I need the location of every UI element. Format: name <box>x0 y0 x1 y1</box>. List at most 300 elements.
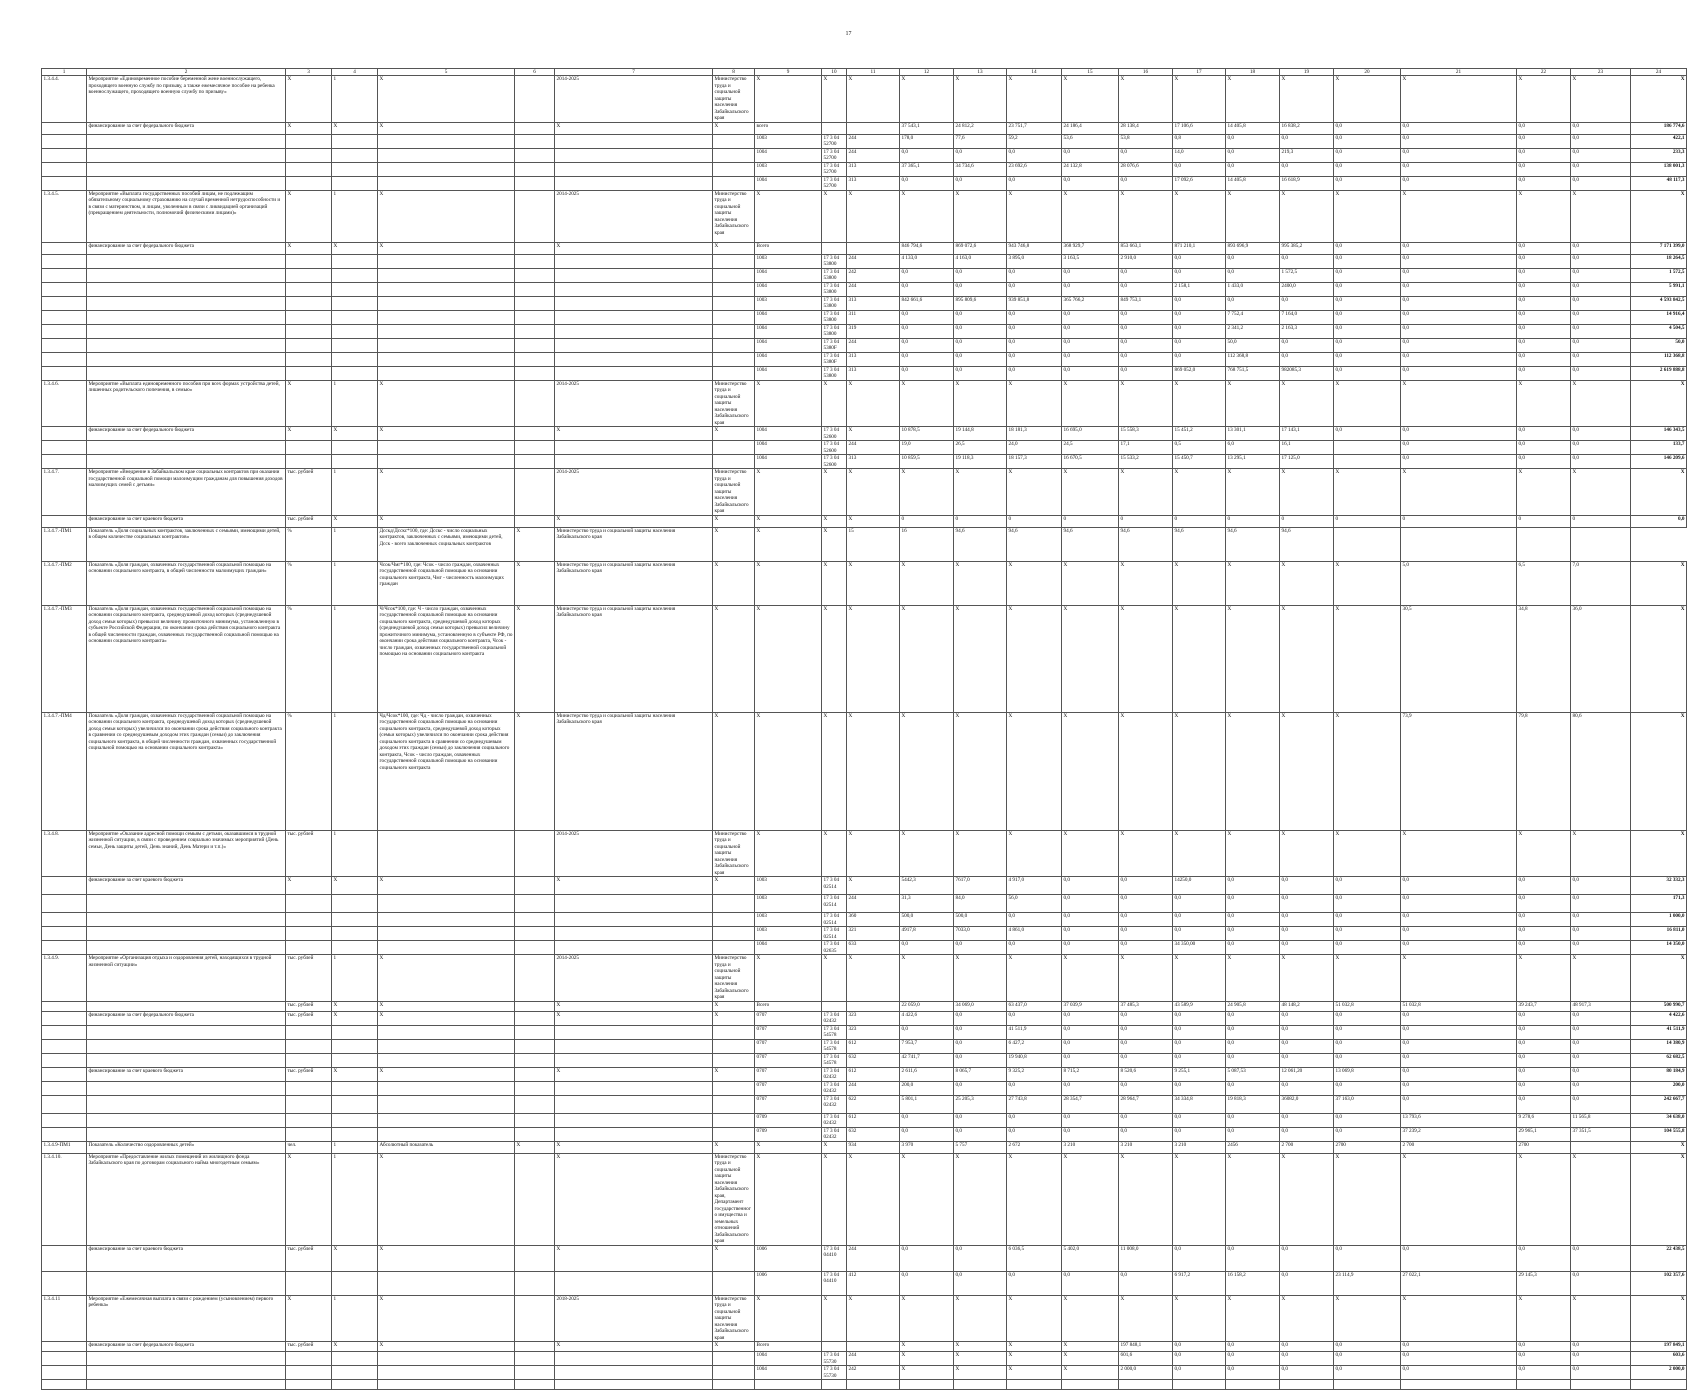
table-cell <box>286 1380 332 1390</box>
table-cell: 0,0 <box>1571 352 1631 366</box>
table-cell: 41 511,9 <box>1007 1025 1062 1039</box>
table-cell: X <box>1119 561 1173 605</box>
table-cell: 849 753,1 <box>1119 296 1173 310</box>
table-cell: X <box>1007 830 1062 877</box>
table-cell: 0,0 <box>1280 338 1334 352</box>
table-cell <box>555 1127 713 1141</box>
table-cell: X <box>713 427 755 441</box>
table-cell: 1.3.4.7. <box>42 469 87 516</box>
table-cell: 0,0 <box>1401 254 1517 268</box>
table-cell <box>87 296 286 310</box>
table-cell <box>286 268 332 282</box>
table-cell: 1004 <box>755 338 822 352</box>
table-cell: 7 752,4 <box>1226 310 1280 324</box>
table-cell: Мероприятие «Внедрение в Забайкальском крае социальных контрактов при оказании государственной социальной помощи малоимущим гражданам для повышения доходов малоимущих семей с детьми» <box>87 469 286 516</box>
table-cell: 0,0 <box>900 1025 954 1039</box>
table-cell <box>87 1095 286 1113</box>
row-total-cell: 112 368,8 <box>1631 352 1687 366</box>
row-total-cell: 18 264,5 <box>1631 254 1687 268</box>
table-cell: X <box>378 190 515 242</box>
table-cell: 313 <box>847 162 900 176</box>
table-cell: 1.3.4.6. <box>42 380 87 427</box>
table-cell: X <box>1571 1295 1631 1342</box>
table-cell <box>378 162 515 176</box>
table-cell <box>1173 1380 1226 1390</box>
table-cell <box>42 148 87 162</box>
table-cell: 0,0 <box>1007 913 1062 927</box>
table-cell: X <box>1280 561 1334 605</box>
table-cell: 0,0 <box>1571 242 1631 254</box>
table-cell <box>378 913 515 927</box>
table-cell: 0,0 <box>1517 455 1571 469</box>
table-cell: 0,0 <box>1401 441 1517 455</box>
table-cell <box>1571 527 1631 561</box>
table-cell: X <box>378 877 515 895</box>
table-cell: 2 700 <box>1280 1141 1334 1153</box>
table-cell: 2014-2025 <box>555 830 713 877</box>
table-cell: X <box>847 1153 900 1245</box>
table-cell: 0,0 <box>900 1245 954 1271</box>
table-cell <box>332 455 378 469</box>
table-cell: Дсскд/Дсскс*100, где: Дсскс - число социальных контрактов, заключенных с семьями, имеющими детей, Дсск - всего заключенных социальных контрактов <box>378 527 515 561</box>
table-cell <box>332 1053 378 1067</box>
table-cell <box>378 268 515 282</box>
table-cell: X <box>1173 605 1226 712</box>
table-cell <box>378 1081 515 1095</box>
table-cell: 6 036,5 <box>1007 1245 1062 1271</box>
table-cell: X <box>713 515 755 527</box>
table-cell: 7033,0 <box>954 927 1007 941</box>
table-cell: X <box>900 469 954 516</box>
table-cell: 28 138,4 <box>1119 122 1173 134</box>
table-cell: 17 3 04 02514 <box>822 913 847 927</box>
table-cell: 197 848,1 <box>1119 1342 1173 1352</box>
table-cell: тыс. рублей <box>286 830 332 877</box>
table-cell: X <box>822 515 847 527</box>
table-cell: 0,0 <box>1334 282 1401 296</box>
table-cell: 0,0 <box>1334 296 1401 310</box>
table-cell <box>555 176 713 190</box>
table-cell: 0,0 <box>1226 877 1280 895</box>
table-cell: X <box>286 877 332 895</box>
table-cell <box>713 1039 755 1053</box>
table-cell: X <box>1007 712 1062 830</box>
table-cell: 36082,0 <box>1280 1095 1334 1113</box>
table-cell: 13 295,1 <box>1226 455 1280 469</box>
table-cell: 0,0 <box>1334 122 1401 134</box>
table-row <box>42 1127 1687 1141</box>
table-cell: 0,0 <box>900 324 954 338</box>
table-cell: Показатель «Доля граждан, охваченных государственной социальной помощью на основании социального контракта, среднедушевой доход которых (среднедушевой доход семьи которых) увеличился по окончании срока действия социального контракта в сравнении со среднедушевым доходом этих граждан (семьи) до заключения социального контракта, в общей численности граждан, охваченных государственной социальной помощью на основании социального контракта» <box>87 712 286 830</box>
table-cell <box>87 1053 286 1067</box>
table-cell: Мероприятие «Выплата единовременного пособия при всех формах устройства детей, лишенных родительского попечения, в семью» <box>87 380 286 427</box>
table-cell <box>42 441 87 455</box>
table-row <box>42 1001 1687 1011</box>
table-cell <box>713 148 755 162</box>
table-cell: 313 <box>847 455 900 469</box>
table-row <box>42 515 1687 527</box>
table-cell: 0,0 <box>1062 1081 1119 1095</box>
table-cell <box>1119 1380 1173 1390</box>
table-cell <box>332 1352 378 1366</box>
table-cell: 601,6 <box>1119 1352 1173 1366</box>
table-cell <box>515 455 555 469</box>
table-cell: 0,0 <box>1119 1113 1173 1127</box>
row-total-cell: 242 667,7 <box>1631 1095 1687 1113</box>
table-cell: 4 133,0 <box>900 254 954 268</box>
table-cell: 0,0 <box>1062 310 1119 324</box>
table-cell: 622 <box>847 1095 900 1113</box>
table-cell <box>42 1366 87 1380</box>
table-cell: 0,0 <box>954 176 1007 190</box>
table-cell <box>286 296 332 310</box>
table-cell: 244 <box>847 148 900 162</box>
table-cell: 10 878,5 <box>900 427 954 441</box>
table-cell: 0,0 <box>1062 1011 1119 1025</box>
table-cell: X <box>1334 380 1401 427</box>
row-total-cell: 22 438,5 <box>1631 1245 1687 1271</box>
table-cell: 17 3 04 53800 <box>822 366 847 380</box>
table-cell: 0,0 <box>1119 877 1173 895</box>
table-cell: 17 3 04 5380F <box>822 338 847 352</box>
table-row <box>42 1067 1687 1081</box>
table-cell: X <box>713 1001 755 1011</box>
table-cell: 0,0 <box>1280 1081 1334 1095</box>
table-cell <box>378 927 515 941</box>
table-cell <box>332 1380 378 1390</box>
table-cell: 1004 <box>755 941 822 955</box>
table-cell: 17 3 04 52700 <box>822 148 847 162</box>
table-cell <box>332 296 378 310</box>
column-number: 16 <box>1119 69 1173 76</box>
table-cell: 200,0 <box>900 1081 954 1095</box>
table-cell <box>42 941 87 955</box>
table-cell: Министерство труда и социальной защиты населения Забайкальского края <box>713 830 755 877</box>
table-cell <box>87 913 286 927</box>
row-total-cell: 603,6 <box>1631 1352 1687 1366</box>
table-cell: X <box>1062 1153 1119 1245</box>
table-cell: 0,0 <box>1062 895 1119 913</box>
table-cell: 4917,8 <box>900 927 954 941</box>
table-cell: 0,0 <box>1334 1025 1401 1039</box>
table-cell <box>378 1039 515 1053</box>
table-cell <box>515 1380 555 1390</box>
table-cell <box>378 310 515 324</box>
table-cell: 3 210 <box>1173 1141 1226 1153</box>
table-cell: 1.3.4.7.-ПМ3 <box>42 605 87 712</box>
table-cell: 0,0 <box>954 1011 1007 1025</box>
row-total-cell: 200,0 <box>1631 1081 1687 1095</box>
table-cell: X <box>755 76 822 123</box>
table-cell: 2700 <box>1517 1141 1571 1153</box>
table-row <box>42 895 1687 913</box>
table-cell: 219,3 <box>1280 148 1334 162</box>
table-cell <box>555 338 713 352</box>
table-cell: 0,0 <box>954 1271 1007 1295</box>
table-cell: X <box>1007 955 1062 1002</box>
table-cell: X <box>1007 76 1062 123</box>
table-cell <box>378 282 515 296</box>
table-cell: X <box>1062 1352 1119 1366</box>
table-cell: 27 022,1 <box>1401 1271 1517 1295</box>
column-number: 17 <box>1173 69 1226 76</box>
row-total-cell: 146 209,6 <box>1631 455 1687 469</box>
row-total-cell: 7 171 399,0 <box>1631 242 1687 254</box>
table-cell <box>847 242 900 254</box>
table-cell: 0,0 <box>954 148 1007 162</box>
table-cell <box>87 162 286 176</box>
table-cell: 3 210 <box>1119 1141 1173 1153</box>
table-cell: 17 3 04 04410 <box>822 1245 847 1271</box>
table-cell: X <box>332 242 378 254</box>
table-cell: 1003 <box>755 162 822 176</box>
table-cell: 1 <box>332 955 378 1002</box>
table-cell: X <box>847 515 900 527</box>
column-number: 13 <box>954 69 1007 76</box>
table-cell: 0,0 <box>1007 310 1062 324</box>
table-cell <box>555 352 713 366</box>
column-number: 3 <box>286 69 332 76</box>
table-cell: 934 <box>847 1141 900 1153</box>
table-cell <box>1334 527 1401 561</box>
table-cell: X <box>1517 469 1571 516</box>
table-cell: 0,0 <box>1280 296 1334 310</box>
table-cell: 0 <box>1062 515 1119 527</box>
table-cell <box>515 1366 555 1380</box>
table-cell <box>713 254 755 268</box>
table-cell <box>42 1127 87 1141</box>
table-cell <box>42 927 87 941</box>
table-cell <box>713 1127 755 1141</box>
row-total-cell: 41 511,9 <box>1631 1025 1687 1039</box>
table-cell: 7617,0 <box>954 877 1007 895</box>
table-cell <box>515 895 555 913</box>
table-cell: 0,0 <box>1226 1245 1280 1271</box>
table-cell: 7 953,7 <box>900 1039 954 1053</box>
table-cell <box>87 1271 286 1295</box>
row-total-cell: X <box>1631 380 1687 427</box>
table-cell: X <box>1119 1153 1173 1245</box>
table-cell: 0,0 <box>1226 1113 1280 1127</box>
table-cell: 0,0 <box>1571 1366 1631 1380</box>
table-cell: 0707 <box>755 1081 822 1095</box>
table-cell <box>286 1352 332 1366</box>
table-cell: 37 365,1 <box>900 162 954 176</box>
table-cell: 0,0 <box>1226 254 1280 268</box>
table-cell: 0,0 <box>1334 1053 1401 1067</box>
table-cell <box>822 242 847 254</box>
table-row <box>42 913 1687 927</box>
table-cell <box>713 441 755 455</box>
table-cell: 0 <box>1119 515 1173 527</box>
table-cell: X <box>1571 469 1631 516</box>
table-cell: 0,0 <box>1517 366 1571 380</box>
table-cell: 2014-2025 <box>555 380 713 427</box>
table-cell: 0,0 <box>1280 1352 1334 1366</box>
table-cell: 0,0 <box>1401 268 1517 282</box>
table-cell: X <box>900 190 954 242</box>
table-cell: 0,0 <box>1226 1025 1280 1039</box>
table-cell: 0,0 <box>1517 1342 1571 1352</box>
table-cell: X <box>1062 561 1119 605</box>
table-cell: 0,0 <box>1119 1081 1173 1095</box>
table-cell: 0,5 <box>1173 441 1226 455</box>
table-cell: тыс. рублей <box>286 1342 332 1352</box>
table-cell: 1003 <box>755 895 822 913</box>
table-cell: 0,0 <box>1517 338 1571 352</box>
table-cell: 17 3 04 52700 <box>822 134 847 148</box>
table-cell: 11 565,8 <box>1571 1113 1631 1127</box>
table-cell: 0,0 <box>900 310 954 324</box>
table-cell: X <box>555 427 713 441</box>
table-cell: 0,0 <box>1571 441 1631 455</box>
table-cell: 34,8 <box>1517 605 1571 712</box>
table-cell <box>87 927 286 941</box>
page-number: 17 <box>845 31 852 37</box>
table-cell: X <box>900 1295 954 1342</box>
table-cell: 0,0 <box>1062 877 1119 895</box>
table-cell: 632 <box>847 1053 900 1067</box>
table-cell: 34 734,6 <box>954 162 1007 176</box>
table-cell: X <box>954 1153 1007 1245</box>
table-cell <box>713 176 755 190</box>
table-cell: 37 543,1 <box>900 122 954 134</box>
table-cell: 0,0 <box>1062 927 1119 941</box>
row-total-cell: 104 555,8 <box>1631 1127 1687 1141</box>
table-cell <box>515 1342 555 1352</box>
table-cell: 1 <box>332 830 378 877</box>
table-cell: X <box>1280 955 1334 1002</box>
table-cell: 0,0 <box>1334 176 1401 190</box>
table-cell: % <box>286 712 332 830</box>
table-cell: X <box>847 380 900 427</box>
table-cell: 1 <box>332 1141 378 1153</box>
table-cell: 0,0 <box>1517 162 1571 176</box>
table-cell: 0,0 <box>1401 366 1517 380</box>
row-total-cell: 0,0 <box>1631 515 1687 527</box>
table-cell: 0,0 <box>1571 913 1631 927</box>
table-cell <box>515 338 555 352</box>
table-cell: X <box>1226 712 1280 830</box>
table-cell: 17 3 04 53800 <box>822 296 847 310</box>
table-row <box>42 527 1687 561</box>
row-total-cell: 80 184,9 <box>1631 1067 1687 1081</box>
table-cell: 16 838,2 <box>1280 122 1334 134</box>
table-cell: 0,0 <box>1280 913 1334 927</box>
table-row <box>42 148 1687 162</box>
table-cell: X <box>755 469 822 516</box>
table-cell: 0,0 <box>1119 338 1173 352</box>
table-cell: 1003 <box>755 913 822 927</box>
table-cell <box>378 366 515 380</box>
table-cell <box>555 254 713 268</box>
table-cell: 0,0 <box>1173 1025 1226 1039</box>
table-cell: X <box>1007 1352 1062 1366</box>
table-cell: 0,0 <box>1571 1352 1631 1366</box>
table-row <box>42 1113 1687 1127</box>
table-cell: 2 611,6 <box>900 1067 954 1081</box>
table-cell: 0,0 <box>954 1053 1007 1067</box>
table-cell: 6 427,2 <box>1007 1039 1062 1053</box>
table-cell: X <box>1119 955 1173 1002</box>
table-cell <box>42 1342 87 1352</box>
table-cell: X <box>847 605 900 712</box>
table-cell: X <box>1334 830 1401 877</box>
column-number: 24 <box>1631 69 1687 76</box>
table-row <box>42 76 1687 123</box>
table-cell: 73,9 <box>1401 712 1517 830</box>
table-cell <box>515 268 555 282</box>
table-cell: X <box>822 190 847 242</box>
table-cell: X <box>822 561 847 605</box>
table-cell <box>713 268 755 282</box>
table-cell: X <box>1334 469 1401 516</box>
table-cell: X <box>1173 1153 1226 1245</box>
table-cell: X <box>954 830 1007 877</box>
table-cell: 0,0 <box>1007 1271 1062 1295</box>
table-cell: X <box>1173 1295 1226 1342</box>
table-cell: 1 433,0 <box>1226 282 1280 296</box>
table-cell: 0,0 <box>1226 895 1280 913</box>
table-cell: X <box>847 877 900 895</box>
table-cell <box>87 1113 286 1127</box>
table-cell: 0,0 <box>1173 1011 1226 1025</box>
table-cell <box>555 324 713 338</box>
table-cell <box>378 338 515 352</box>
table-row <box>42 122 1687 134</box>
table-cell: 48 148,2 <box>1280 1001 1334 1011</box>
table-row <box>42 1366 1687 1380</box>
table-row <box>42 877 1687 895</box>
table-cell: X <box>555 1141 713 1153</box>
table-cell: 22 059,0 <box>900 1001 954 1011</box>
table-cell <box>87 268 286 282</box>
table-cell: 4 861,0 <box>1007 927 1062 941</box>
table-cell: 995 385,2 <box>1280 242 1334 254</box>
table-cell: 18 181,3 <box>1007 427 1062 441</box>
table-cell: 0,0 <box>1571 1342 1631 1352</box>
table-cell: 0,0 <box>1401 1366 1517 1380</box>
table-cell <box>555 927 713 941</box>
table-cell: 244 <box>847 282 900 296</box>
table-cell: X <box>1334 190 1401 242</box>
table-cell: 0,0 <box>1119 927 1173 941</box>
table-cell: 94,6 <box>1226 527 1280 561</box>
table-cell: 0,0 <box>1517 1366 1571 1380</box>
table-cell: 0,0 <box>1226 162 1280 176</box>
table-cell: 0,0 <box>1334 427 1401 441</box>
table-cell: 0,0 <box>1401 1039 1517 1053</box>
table-cell: X <box>1007 469 1062 516</box>
table-cell: X <box>1334 76 1401 123</box>
row-total-cell: 14 380,9 <box>1631 1039 1687 1053</box>
table-cell: X <box>755 380 822 427</box>
table-cell: 1.3.4.10. <box>42 1153 87 1245</box>
table-cell <box>555 1113 713 1127</box>
table-cell: 6,0 <box>1226 441 1280 455</box>
table-cell: 0,0 <box>1173 1127 1226 1141</box>
table-cell: Показатель «Количество оздоровленных детей» <box>87 1141 286 1153</box>
table-cell: 632 <box>847 1127 900 1141</box>
column-number: 10 <box>822 69 847 76</box>
table-cell <box>755 1380 822 1390</box>
table-cell <box>332 148 378 162</box>
table-cell: X <box>755 515 822 527</box>
table-cell: 17 106,6 <box>1173 122 1226 134</box>
table-cell: 0 <box>900 515 954 527</box>
table-row <box>42 176 1687 190</box>
table-cell: 18 157,3 <box>1007 455 1062 469</box>
